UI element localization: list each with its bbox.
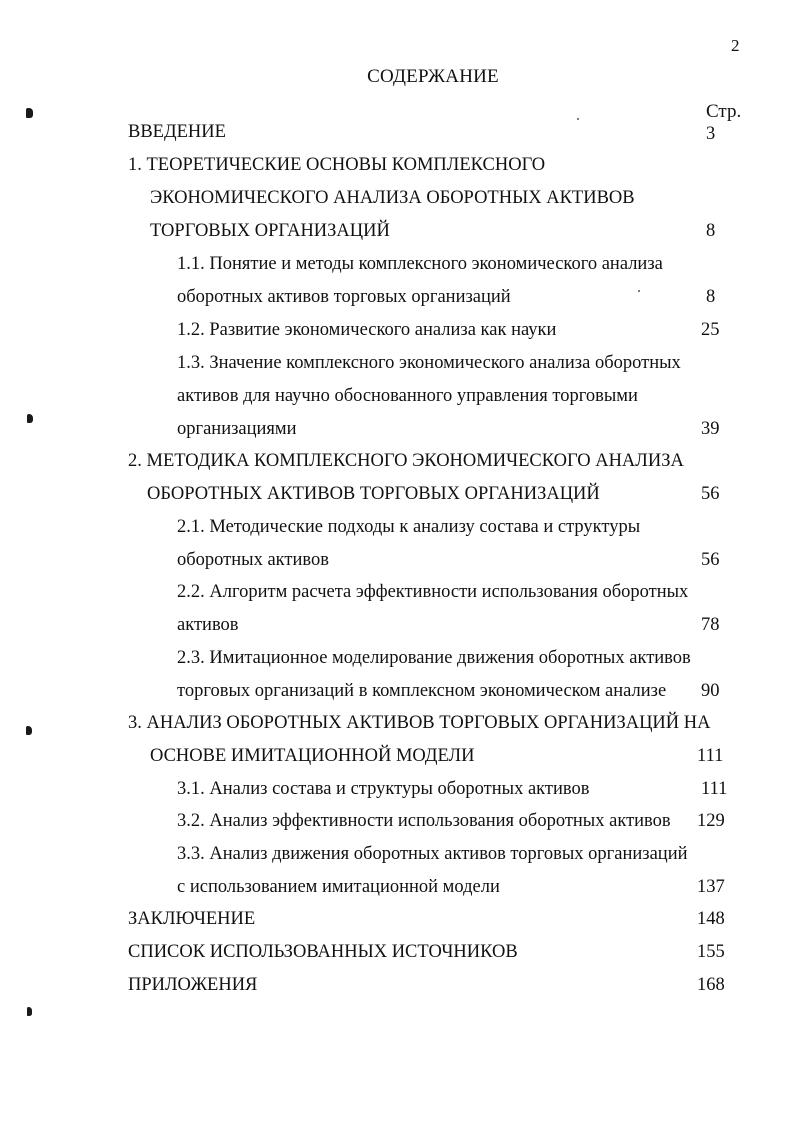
toc-page-intro: 3 bbox=[706, 124, 716, 144]
toc-section-1-1-line-2: оборотных активов торговых организаций bbox=[177, 287, 511, 307]
toc-chapter-2-line-1: 2. МЕТОДИКА КОМПЛЕКСНОГО ЭКОНОМИЧЕСКОГО АНАЛИЗА bbox=[128, 451, 684, 471]
toc-chapter-3-line-2: ОСНОВЕ ИМИТАЦИОННОЙ МОДЕЛИ bbox=[150, 746, 475, 766]
toc-page-section-1-2: 25 bbox=[701, 320, 720, 340]
toc-section-3-3-line-1: 3.3. Анализ движения оборотных активов торговых организаций bbox=[177, 844, 688, 864]
toc-page-appendices: 168 bbox=[697, 975, 725, 995]
toc-page-section-1-1: 8 bbox=[706, 287, 716, 307]
toc-page-section-2-3: 90 bbox=[701, 681, 720, 701]
scan-speck-icon bbox=[577, 118, 579, 120]
toc-chapter-2-line-2: ОБОРОТНЫХ АКТИВОВ ТОРГОВЫХ ОРГАНИЗАЦИЙ bbox=[147, 484, 600, 504]
toc-page-section-3-1: 111 bbox=[701, 779, 728, 799]
toc-chapter-1-line-3: ТОРГОВЫХ ОРГАНИЗАЦИЙ bbox=[150, 221, 390, 241]
toc-section-2-2-line-1: 2.2. Алгоритм расчета эффективности использования оборотных bbox=[177, 582, 689, 602]
page-column-label: Стр. bbox=[706, 101, 742, 122]
scan-mark-icon bbox=[27, 414, 33, 423]
page-number: 2 bbox=[731, 36, 740, 55]
toc-entry-conclusion: ЗАКЛЮЧЕНИЕ bbox=[128, 909, 256, 929]
toc-page-chapter-2: 56 bbox=[701, 484, 720, 504]
toc-page-section-2-2: 78 bbox=[701, 615, 720, 635]
scan-mark-icon bbox=[26, 108, 33, 118]
toc-section-2-2-line-2: активов bbox=[177, 615, 239, 635]
toc-section-3-3-line-2: с использованием имитационной модели bbox=[177, 877, 500, 897]
toc-entry-references: СПИСОК ИСПОЛЬЗОВАННЫХ ИСТОЧНИКОВ bbox=[128, 942, 518, 962]
toc-page-conclusion: 148 bbox=[697, 909, 725, 929]
toc-section-2-1-line-2: оборотных активов bbox=[177, 550, 329, 570]
toc-page-section-3-2: 129 bbox=[697, 811, 725, 831]
toc-page-references: 155 bbox=[697, 942, 725, 962]
toc-section-1-3-line-2: активов для научно обоснованного управления торговыми bbox=[177, 386, 638, 406]
toc-section-3-2: 3.2. Анализ эффективности использования оборотных активов bbox=[177, 811, 671, 831]
scan-mark-icon bbox=[26, 726, 32, 735]
scan-speck-icon bbox=[638, 290, 640, 292]
toc-page-section-2-1: 56 bbox=[701, 550, 720, 570]
page-title: СОДЕРЖАНИЕ bbox=[367, 66, 499, 87]
scan-mark-icon bbox=[27, 1007, 32, 1016]
toc-page-chapter-3: 111 bbox=[697, 746, 724, 766]
toc-page-section-1-3: 39 bbox=[701, 419, 720, 439]
toc-entry-intro: ВВЕДЕНИЕ bbox=[128, 122, 226, 142]
toc-section-2-3-line-1: 2.3. Имитационное моделирование движения оборотных активов bbox=[177, 648, 691, 668]
toc-section-1-2: 1.2. Развитие экономического анализа как науки bbox=[177, 320, 557, 340]
toc-entry-appendices: ПРИЛОЖЕНИЯ bbox=[128, 975, 258, 995]
toc-page-chapter-1: 8 bbox=[706, 221, 716, 241]
toc-section-1-3-line-3: организациями bbox=[177, 419, 297, 439]
toc-section-1-3-line-1: 1.3. Значение комплексного экономического анализа оборотных bbox=[177, 353, 681, 373]
toc-chapter-1-line-1: 1. ТЕОРЕТИЧЕСКИЕ ОСНОВЫ КОМПЛЕКСНОГО bbox=[128, 155, 546, 175]
toc-section-2-1-line-1: 2.1. Методические подходы к анализу состава и структуры bbox=[177, 517, 641, 537]
toc-section-2-3-line-2: торговых организаций в комплексном экономическом анализе bbox=[177, 681, 667, 701]
toc-page-section-3-3: 137 bbox=[697, 877, 725, 897]
toc-section-1-1-line-1: 1.1. Понятие и методы комплексного экономического анализа bbox=[177, 254, 663, 274]
toc-chapter-3-line-1: 3. АНАЛИЗ ОБОРОТНЫХ АКТИВОВ ТОРГОВЫХ ОРГАНИЗАЦИЙ НА bbox=[128, 713, 711, 733]
toc-section-3-1: 3.1. Анализ состава и структуры оборотных активов bbox=[177, 779, 590, 799]
toc-chapter-1-line-2: ЭКОНОМИЧЕСКОГО АНАЛИЗА ОБОРОТНЫХ АКТИВОВ bbox=[150, 188, 635, 208]
